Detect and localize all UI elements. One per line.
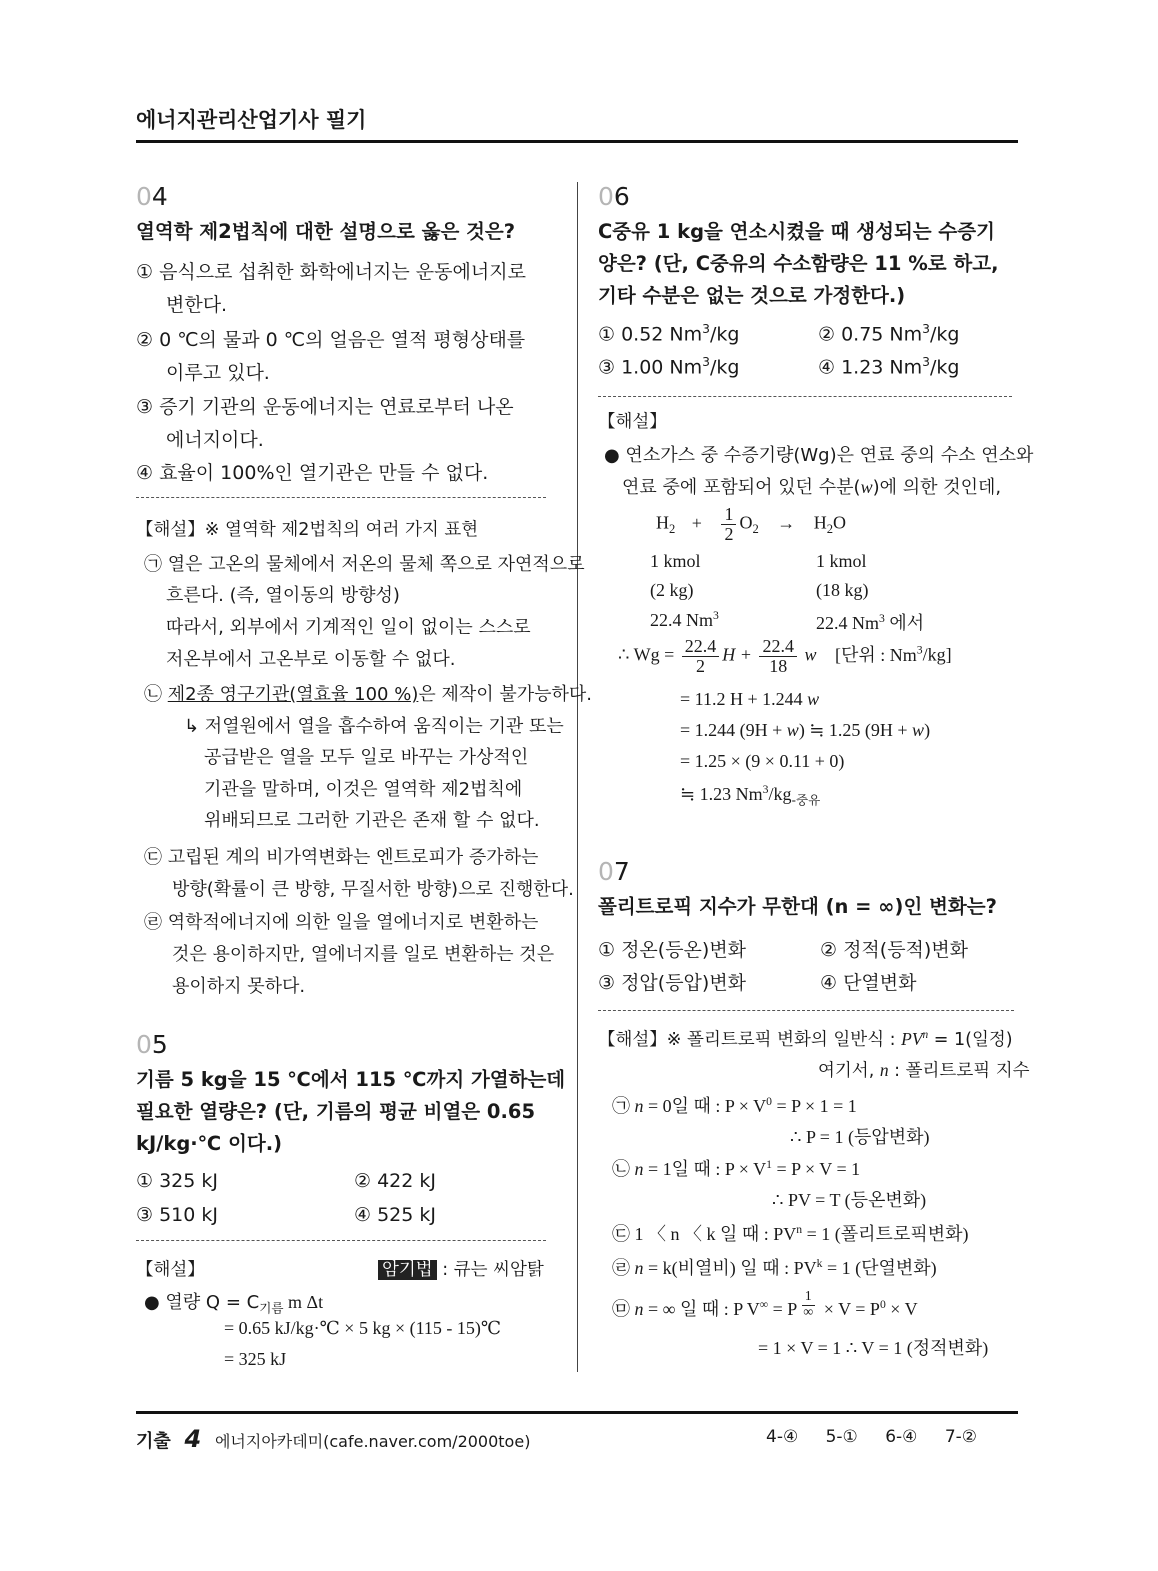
q4-exp-a-line4: 저온부에서 고온부로 이동할 수 없다. bbox=[166, 649, 456, 670]
q6-question-line1: C중유 1 kg을 연소시켰을 때 생성되는 수증기 bbox=[598, 220, 995, 243]
q4-exp-b-line: ㉡ 제2종 영구기관(열효율 100 %)은 제작이 불가능하다. bbox=[144, 684, 593, 705]
q7-case-a-result: ∴ P = 1 (등압변화) bbox=[790, 1127, 930, 1147]
q7-option-2: ② 정적(등적)변화 bbox=[820, 939, 969, 961]
q5-formula-line2: = 0.65 kJ/kg·℃ × 5 kg × (115 - 15)℃ bbox=[224, 1318, 502, 1338]
q6-step1: = 11.2 H + 1.244 w bbox=[680, 689, 820, 709]
q7-question: 폴리트로픽 지수가 무한대 (n = ∞)인 변화는? bbox=[598, 895, 997, 918]
q5-option-2: ② 422 kJ bbox=[354, 1170, 436, 1192]
question-number-4: 04 bbox=[136, 182, 168, 211]
q4-option-3-line1: ③ 증기 기관의 운동에너지는 연료로부터 나온 bbox=[136, 396, 514, 418]
q5-question-line1: 기름 5 kg을 15 ℃에서 115 ℃까지 가열하는데 bbox=[136, 1068, 566, 1091]
q6-row3-left: 22.4 Nm$^3$ bbox=[650, 609, 719, 630]
q4-explanation-heading: 【해설】※ 열역학 제2법칙의 여러 가지 표현 bbox=[136, 520, 479, 540]
header-rule bbox=[136, 140, 1018, 143]
answer-5: 5-① bbox=[825, 1427, 858, 1447]
q6-option-3: ③ 1.00 Nm$^3$/kg bbox=[598, 355, 740, 379]
q4-exp-b-detail3: 기관을 말하며, 이것은 열역학 제2법칙에 bbox=[204, 779, 523, 800]
q6-step3: = 1.25 × (9 × 0.11 + 0) bbox=[680, 751, 845, 771]
q6-step2: = 1.244 (9H + w) ≒ 1.25 (9H + w) bbox=[680, 720, 931, 740]
q4-exp-d-line1: ㉣ 역학적에너지에 의한 일을 열에너지로 변환하는 bbox=[144, 912, 539, 933]
q4-option-1-line2: 변한다. bbox=[166, 294, 228, 316]
q5-question-line3: kJ/kg·℃ 이다.) bbox=[136, 1132, 283, 1155]
q4-exp-a-line3: 따라서, 외부에서 기계적인 일이 없이는 스스로 bbox=[166, 617, 531, 638]
q6-question-line3: 기타 수분은 없는 것으로 가정한다.) bbox=[598, 284, 906, 307]
q4-option-4: ④ 효율이 100%인 열기관은 만들 수 없다. bbox=[136, 462, 489, 484]
footer-site: 에너지아카데미(cafe.naver.com/2000toe) bbox=[214, 1432, 531, 1451]
q6-row3-right: 22.4 Nm$^3$ 에서 bbox=[816, 612, 925, 633]
q6-separator bbox=[598, 396, 1012, 397]
q5-option-3: ③ 510 kJ bbox=[136, 1204, 218, 1226]
q7-case-a: ㉠ n = 0일 때 : $P \times V^0 = P \times 1 = 1$ bbox=[612, 1095, 857, 1117]
q7-case-e-result: = 1 × V = 1 ∴ V = 1 (정적변화) bbox=[758, 1338, 989, 1358]
q4-exp-c-line1: ㉢ 고립된 계의 비가역변화는 엔트로피가 증가하는 bbox=[144, 847, 539, 868]
answer-4: 4-④ bbox=[766, 1427, 799, 1447]
footer-label: 기출 4 에너지아카데미(cafe.naver.com/2000toe) bbox=[136, 1425, 531, 1453]
q6-exp-line2: 연료 중에 포함되어 있던 수분(w)에 의한 것인데, bbox=[622, 477, 1002, 498]
q7-separator bbox=[598, 1010, 1014, 1011]
q5-formula-line1: ● 열량 $Q = C_{기름}$ m Δt bbox=[144, 1292, 324, 1316]
question-number-5: 05 bbox=[136, 1030, 168, 1059]
question-number-7: 07 bbox=[598, 857, 630, 886]
q4-question: 열역학 제2법칙에 대한 설명으로 옳은 것은? bbox=[136, 220, 516, 243]
q4-exp-a-line2: 흐른다. (즉, 열이동의 방향성) bbox=[166, 585, 400, 606]
footer-answers bbox=[766, 1427, 977, 1447]
q4-exp-d-line2: 것은 용이하지만, 열에너지를 일로 변환하는 것은 bbox=[172, 944, 555, 965]
q6-option-2: ② 0.75 Nm$^3$/kg bbox=[818, 322, 960, 346]
q7-case-d: ㉣ n = k(비열비) 일 때 : $PV^k = 1$ (단열변화) bbox=[612, 1257, 937, 1279]
q6-row1-right: 1 kmol bbox=[816, 551, 867, 571]
q6-option-1: ① 0.52 Nm$^3$/kg bbox=[598, 322, 740, 346]
question-number-6: 06 bbox=[598, 182, 630, 211]
q4-option-3-line2: 에너지이다. bbox=[166, 429, 264, 451]
column-divider bbox=[577, 182, 578, 1372]
q6-step4: ≒ 1.23 $Nm^3/kg_{-중유}$ bbox=[680, 783, 821, 808]
footer-page-number: 4 bbox=[184, 1425, 202, 1453]
q7-option-4: ④ 단열변화 bbox=[820, 972, 917, 994]
q7-option-1: ① 정온(등온)변화 bbox=[598, 939, 747, 961]
q6-row1-left: 1 kmol bbox=[650, 551, 701, 571]
q5-explanation-heading: 【해설】 bbox=[136, 1260, 205, 1280]
q7-case-b-result: ∴ PV = T (등온변화) bbox=[772, 1190, 927, 1210]
q4-separator bbox=[136, 497, 546, 498]
q5-mnemonic: 암기법 : 큐는 씨암탉 bbox=[378, 1256, 544, 1281]
q4-exp-c-line2: 방향(확률이 큰 방향, 무질서한 방향)으로 진행한다. bbox=[172, 879, 574, 900]
answer-6: 6-④ bbox=[885, 1427, 918, 1447]
q6-exp-line1: ● 연소가스 중 수증기량(Wg)은 연료 중의 수소 연소와 bbox=[604, 445, 1034, 466]
q6-wg-equation: ∴ Wg = $\frac{22.4}{2}$ H + $\frac{22.4}{18}$ w [단위 : Nm$^3$/kg] bbox=[618, 636, 952, 676]
q4-exp-b-detail4: 위배되므로 그러한 기관은 존재 할 수 없다. bbox=[204, 810, 540, 831]
q4-exp-a-line1: ㉠ 열은 고온의 물체에서 저온의 물체 쪽으로 자연적으로 bbox=[144, 554, 585, 575]
q5-formula-line3: = 325 kJ bbox=[224, 1349, 287, 1369]
footer-rule bbox=[136, 1411, 1018, 1414]
q6-reaction-equation: $H_2$ + $\frac{1}{2}$ $O_2 \to H_2O$ bbox=[656, 504, 847, 544]
q4-option-1-line1: ① 음식으로 섭취한 화학에너지는 운동에너지로 bbox=[136, 261, 526, 283]
q6-option-4: ④ 1.23 Nm$^3$/kg bbox=[818, 355, 960, 379]
q7-option-3: ③ 정압(등압)변화 bbox=[598, 972, 747, 994]
q4-option-2-line2: 이루고 있다. bbox=[166, 362, 270, 384]
q7-explanation-heading: 【해설】※ 폴리트로픽 변화의 일반식 : $PV^n = 1$(일정) bbox=[598, 1029, 1013, 1050]
q4-exp-b-detail1: ↳ 저열원에서 열을 흡수하여 움직이는 기관 또는 bbox=[184, 716, 564, 737]
q6-explanation-heading: 【해설】 bbox=[598, 412, 667, 432]
q5-option-4: ④ 525 kJ bbox=[354, 1204, 436, 1226]
q7-case-c: ㉢ 1 〈 n 〈 k 일 때 : $PV^n = 1$ (폴리트로픽변화) bbox=[612, 1223, 969, 1245]
q4-exp-d-line3: 용이하지 못하다. bbox=[172, 976, 306, 997]
q6-row2-left: (2 kg) bbox=[650, 580, 694, 600]
q6-question-line2: 양은? (단, C중유의 수소함량은 11 %로 하고, bbox=[598, 252, 999, 275]
q5-option-1: ① 325 kJ bbox=[136, 1170, 218, 1192]
q7-case-b: ㉡ n = 1일 때 : $P \times V^1 = P \times V = 1$ bbox=[612, 1158, 861, 1180]
q6-row2-right: (18 kg) bbox=[816, 580, 869, 600]
q7-case-e: ㉤ n = ∞ 일 때 : P V∞ = P $^{\frac{1}{\infty}}$ × $V = P^0 \times V$ bbox=[612, 1289, 918, 1320]
q4-option-2-line1: ② 0 ℃의 물과 0 ℃의 얼음은 열적 평형상태를 bbox=[136, 329, 526, 351]
mnemonic-badge: 암기법 bbox=[378, 1260, 437, 1280]
q7-explanation-where: 여기서, n : 폴리트로픽 지수 bbox=[818, 1060, 1030, 1081]
q4-exp-b-detail2: 공급받은 열을 모두 일로 바꾸는 가상적인 bbox=[204, 747, 529, 768]
answer-7: 7-② bbox=[944, 1427, 978, 1447]
q5-separator bbox=[136, 1240, 546, 1241]
page-header-title: 에너지관리산업기사 필기 bbox=[136, 108, 367, 132]
q5-question-line2: 필요한 열량은? (단, 기름의 평균 비열은 0.65 bbox=[136, 1100, 536, 1123]
